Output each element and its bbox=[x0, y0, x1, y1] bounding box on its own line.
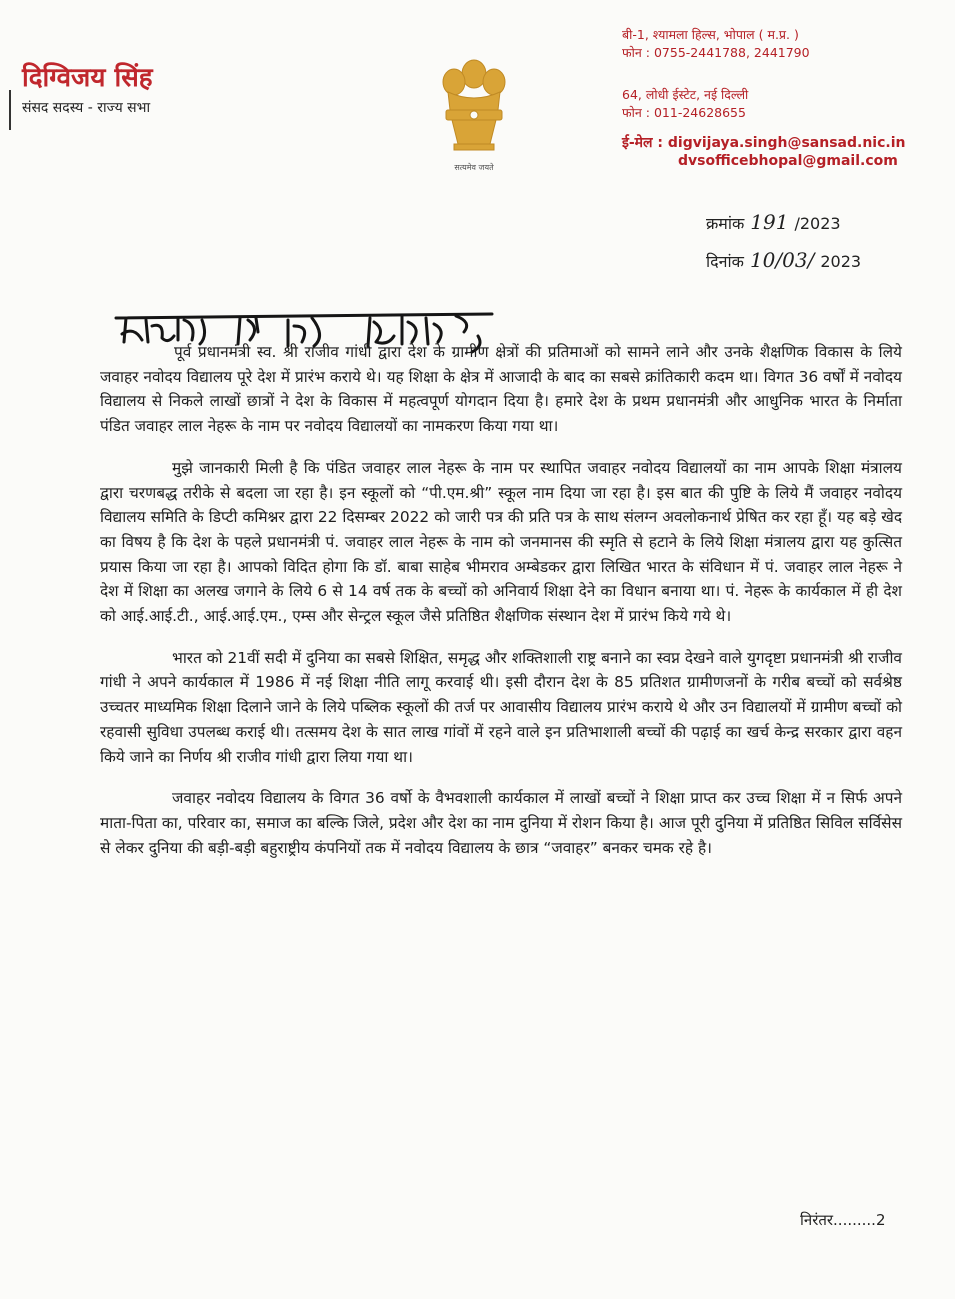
phone-bhopal: फोन : 0755-2441788, 2441790 bbox=[622, 45, 810, 60]
reference-number-label: क्रमांक bbox=[706, 214, 745, 233]
body-paragraph: पूर्व प्रधानमंत्री स्व. श्री राजीव गांधी द्वारा देश के ग्रामीण क्षेत्रों की प्रतिमाओं को सामने लाने और उनके शैक्षणिक विकास के लिये जवाहर नवोदय विद्यालय पूरे देश में प्रारंभ कराये थे। यह शिक्षा के क्षेत्र में आजादी के बाद का सबसे क्रांतिकारी कदम था। विगत 36 वर्षों में नवोदय विद्यालय से निकले लाखों छात्रों ने देश के विकास में महत्वपूर्ण योगदान दिया है। हमारे देश के प्रथम प्रधानमंत्री और आधुनिक भारत के निर्माता पंडित जवाहर लाल नेहरू के नाम पर नवोदय विद्यालयों का नामकरण किया गया था। bbox=[100, 343, 902, 436]
address-delhi: 64, लोधी ईस्टेट, नई दिल्ली bbox=[622, 87, 749, 102]
body-paragraph: मुझे जानकारी मिली है कि पंडित जवाहर लाल नेहरू के नाम पर स्थापित जवाहर नवोदय विद्यालयों का नाम आपके शिक्षा मंत्रालय द्वारा चरणबद्ध तरीके से बदला जा रहा है। इन स्कूलों को “पी.एम.श्री” स्कूल नाम दिया जा रहा है। इस बात की पुष्टि के लिये मैं जवाहर नवोदय विद्यालय समिति के डिप्टी कमिश्नर द्वारा 22 दिसम्बर 2022 को जारी पत्र की प्रति पत्र के साथ संलग्न अवलोकनार्थ प्रेषित कर रहा हूँ। यह बड़े खेद का विषय है कि देश के पहले प्रधानमंत्री पं. जवाहर लाल नेहरू के नाम को जनमानस की स्मृति से हटाने के लिये शिक्षा मंत्रालय द्वारा यह कुत्सित प्रयास किया जा रहा है। आपको विदित होगा कि डॉ. बाबा साहेब भीमराव अम्बेडकर द्वारा लिखित भारत के संविधान में पं. जवाहर लाल नेहरू ने देश में शिक्षा का अलख जगाने के लिये 6 से 14 वर्ष तक के बच्चों को अनिवार्य शिक्षा देने का विधान बनाया था। पं. नेहरू के कार्यकाल में ही देश को आई.आई.टी., आई.आई.एम., एम्स और सेन्ट्रल स्कूल जैसे प्रतिष्ठित शैक्षणिक संस्थान देश में प्रारंभ किये गये थे। bbox=[100, 458, 903, 626]
emblem-motto: सत्यमेव जयते bbox=[454, 163, 494, 172]
email-primary[interactable]: digvijaya.singh@sansad.nic.in bbox=[667, 135, 906, 151]
email-label: ई-मेल : bbox=[622, 135, 668, 151]
reference-date-value: 10/03/ bbox=[749, 248, 815, 272]
letter-body bbox=[100, 340, 902, 877]
body-paragraph: भारत को 21वीं सदी में दुनिया का सबसे शिक्षित, समृद्ध और शक्तिशाली राष्ट्र बनाने का स्वप्न देखने वाले युगदृष्टा प्रधानमंत्री श्री राजीव गांधी ने अपने कार्यकाल में 1986 में नई शिक्षा नीति लागू करवाई थी। इसी दौरान देश के 85 प्रतिशत ग्रामीणजनों के गरीब बच्चों को सर्वश्रेष्ठ उच्चतर माध्यमिक शिक्षा दिलाने जाने के लिये पब्लिक स्कूलों की तर्ज पर आवासीय विद्यालय प्रारंभ कराये थे और उन विद्यालयों में ग्रामीण बच्चों को रहवासी सुविधा उपलब्ध कराई थी। तत्समय देश के सात लाख गांवों में रहने वाले इन प्रतिभाशाली बच्चों की पढ़ाई का खर्च केन्द्र सरकार द्वारा वहन किये जाने का निर्णय श्री राजीव गांधी द्वारा लिया गया था। bbox=[100, 648, 902, 766]
left-rule-divider bbox=[9, 90, 11, 130]
phone-delhi: फोन : 011-24628655 bbox=[622, 105, 746, 120]
reference-block bbox=[706, 210, 936, 286]
reference-date-label: दिनांक bbox=[706, 252, 744, 271]
address-bhopal: बी-1, श्यामला हिल्स, भोपाल ( म.प्र. ) bbox=[622, 27, 799, 42]
email-secondary[interactable]: dvsofficebhopal@gmail.com bbox=[678, 153, 898, 169]
contact-block bbox=[622, 26, 942, 170]
reference-date-suffix: 2023 bbox=[820, 252, 862, 271]
sender-name: दिग्विजय सिंह bbox=[22, 63, 153, 93]
body-paragraph: जवाहर नवोदय विद्यालय के विगत 36 वर्षो के वैभवशाली कार्यकाल में लाखों बच्चों ने शिक्षा प्राप्त कर उच्च शिक्षा में न सिर्फ अपने माता-पिता का, परिवार का, समाज का बल्कि जिले, प्रदेश और देश का नाम दुनिया में रोशन किया है। आज पूरी दुनिया में प्रतिष्ठित सिविल सर्विसेस से लेकर दुनिया की बड़ी-बड़ी बहुराष्ट्रीय कंपनियों तक में नवोदय विद्यालय के छात्र “जवाहर” बनकर चमक रहे है। bbox=[100, 789, 902, 857]
reference-number-value: 191 bbox=[750, 210, 789, 234]
reference-number-suffix: /2023 bbox=[794, 214, 841, 233]
continued-marker: निरंतर.........2 bbox=[800, 1211, 886, 1229]
sender-title: संसद सदस्य - राज्य सभा bbox=[22, 100, 151, 116]
